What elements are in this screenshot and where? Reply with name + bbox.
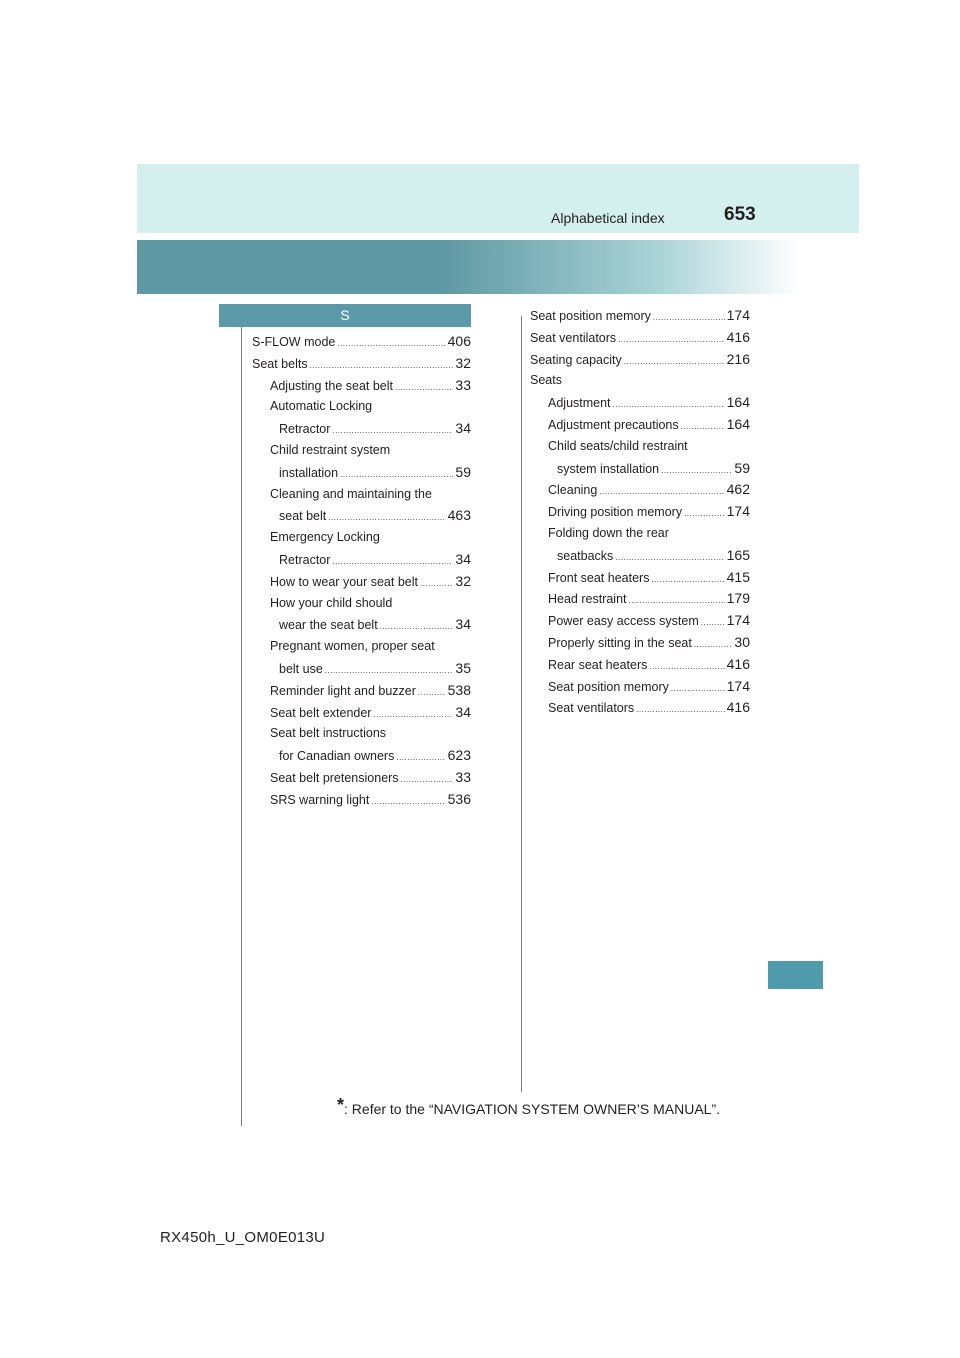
leader-dots <box>332 422 453 440</box>
index-entry-page[interactable]: 32 <box>455 572 471 589</box>
index-entry-label: Properly sitting in the seat <box>548 636 692 650</box>
leader-dots <box>325 662 454 680</box>
index-entry[interactable] <box>530 350 750 371</box>
index-entry-continued: Seat belt instructions <box>270 726 387 741</box>
leader-dots <box>418 684 446 702</box>
index-entry-label: wear the seat belt <box>279 618 378 633</box>
leader-dots <box>651 571 724 589</box>
index-entry-label: Head restraint <box>548 592 627 607</box>
index-heading: Seats <box>530 373 562 388</box>
index-entry[interactable] <box>252 354 471 375</box>
index-entry-continued: Emergency Locking <box>270 530 380 545</box>
index-entry-page[interactable]: 32 <box>455 354 471 371</box>
section-banner <box>137 240 859 294</box>
index-entry-label: Seat position memory <box>548 679 669 694</box>
index-entry-label: Retractor <box>279 422 331 437</box>
index-entry[interactable] <box>548 633 750 654</box>
index-entry[interactable] <box>279 550 471 571</box>
leader-dots <box>653 309 725 327</box>
leader-dots <box>629 592 725 610</box>
index-entry-page[interactable]: 30 <box>734 634 750 650</box>
index-entry[interactable] <box>548 655 750 676</box>
index-entry-page[interactable]: 59 <box>455 463 471 480</box>
index-entry-page[interactable]: 33 <box>455 376 471 393</box>
index-entry-page[interactable]: 59 <box>734 459 750 476</box>
leader-dots <box>420 575 453 593</box>
index-entry-page[interactable]: 462 <box>726 481 750 498</box>
index-entry[interactable] <box>548 393 750 414</box>
index-entry[interactable] <box>548 568 750 589</box>
index-entry[interactable] <box>270 376 471 397</box>
index-entry[interactable] <box>279 615 471 636</box>
index-entry[interactable] <box>530 328 750 349</box>
leader-dots <box>618 331 724 349</box>
index-entry[interactable] <box>279 659 471 680</box>
leader-dots <box>401 771 454 789</box>
leader-dots <box>681 418 725 436</box>
index-entry-page[interactable]: 538 <box>447 681 471 698</box>
footnote-marker: * <box>337 1095 345 1115</box>
index-entry-label: Adjustment precautions <box>548 418 679 432</box>
index-entry-label: SRS warning light <box>270 792 370 807</box>
index-entry-page[interactable]: 35 <box>455 660 471 676</box>
index-entry-label: Front seat heaters <box>548 570 650 585</box>
index-entry-page[interactable]: 179 <box>726 590 750 607</box>
footnote <box>337 1095 721 1119</box>
leader-dots <box>649 658 724 676</box>
index-entry-label: Adjusting the seat belt <box>270 378 393 393</box>
leader-dots <box>684 505 725 523</box>
leader-dots <box>340 466 453 484</box>
index-entry[interactable] <box>270 681 471 702</box>
leader-dots <box>671 680 725 698</box>
index-entry[interactable] <box>270 768 471 789</box>
index-entry-page[interactable]: 406 <box>447 333 471 349</box>
index-entry-label: Power easy access system <box>548 614 699 629</box>
index-entry-label: Seat ventilators <box>530 330 617 345</box>
index-entry[interactable] <box>557 546 750 567</box>
index-entry[interactable] <box>548 480 750 501</box>
index-entry-page[interactable]: 463 <box>447 507 471 524</box>
index-entry[interactable] <box>279 746 471 767</box>
index-entry-continued: Child seats/child restraint <box>548 438 688 453</box>
index-entry-continued: Cleaning and maintaining the <box>270 486 432 501</box>
index-entry-page[interactable]: 416 <box>726 328 750 345</box>
index-entry-continued: How your child should <box>270 595 393 610</box>
index-entry[interactable] <box>548 698 750 719</box>
index-entry-label: Reminder light and buzzer <box>270 683 416 698</box>
index-entry-page[interactable]: 34 <box>455 703 471 720</box>
index-entry[interactable] <box>548 415 750 436</box>
index-entry-page[interactable]: 164 <box>726 394 750 411</box>
index-entry-page[interactable]: 216 <box>726 350 750 367</box>
leader-dots <box>599 483 724 501</box>
index-entry[interactable] <box>557 459 750 480</box>
leader-dots <box>624 353 725 371</box>
index-entry[interactable] <box>279 463 471 484</box>
index-entry[interactable] <box>279 506 471 527</box>
index-entry-label: Retractor <box>279 553 331 567</box>
index-entry-label: Seat belt extender <box>270 705 372 720</box>
index-entry[interactable] <box>548 589 750 610</box>
index-entry-page[interactable]: 416 <box>726 699 750 716</box>
section-letter-header: S <box>219 304 471 327</box>
index-entry-label: Rear seat heaters <box>548 657 648 672</box>
index-entry[interactable] <box>252 332 471 353</box>
index-entry-label: system installation <box>557 461 660 476</box>
footnote-text: : Refer to the “NAVIGATION SYSTEM OWNER’S MANUAL”. <box>344 1101 721 1117</box>
index-entry-label: belt use <box>279 662 323 676</box>
index-entry-page[interactable]: 33 <box>455 769 471 785</box>
index-entry[interactable] <box>270 703 471 724</box>
index-entry-label: Adjustment <box>548 396 611 411</box>
page-title: Alphabetical index <box>551 210 665 226</box>
index-entry-label: seat belt <box>279 509 327 524</box>
index-entry-page[interactable]: 34 <box>455 420 471 437</box>
index-entry-page[interactable]: 164 <box>726 416 750 432</box>
leader-dots <box>332 553 453 571</box>
index-entry[interactable] <box>548 611 750 632</box>
leader-dots <box>337 335 445 353</box>
document-code: RX450h_U_OM0E013U <box>160 1229 326 1246</box>
index-entry-page[interactable]: 34 <box>455 616 471 633</box>
index-entry-label: Seat belt pretensioners <box>270 771 399 785</box>
leader-dots <box>310 357 454 375</box>
index-entry-label: seatbacks <box>557 548 614 563</box>
leader-dots <box>373 706 453 724</box>
leader-dots <box>613 396 725 414</box>
index-entry-page[interactable]: 536 <box>447 790 471 807</box>
index-entry-page[interactable]: 623 <box>447 747 471 764</box>
index-entry-continued: Folding down the rear <box>548 526 669 540</box>
index-entry-label: How to wear your seat belt <box>270 574 418 589</box>
index-side-tab <box>768 961 823 989</box>
index-entry[interactable] <box>279 419 471 440</box>
index-entry[interactable] <box>530 306 750 327</box>
leader-dots <box>701 614 725 632</box>
index-entry-page[interactable]: 34 <box>455 551 471 567</box>
leader-dots <box>328 509 445 527</box>
index-entry-label: for Canadian owners <box>279 749 395 764</box>
leader-dots <box>380 618 454 636</box>
index-entry[interactable] <box>270 790 471 811</box>
leader-dots <box>396 749 445 767</box>
index-entry-label: S-FLOW mode <box>252 335 336 349</box>
index-entry-page[interactable]: 174 <box>726 612 750 629</box>
index-entry[interactable] <box>548 502 750 523</box>
index-entry-continued: Pregnant women, proper seat <box>270 639 435 654</box>
index-entry-label: Seat belts <box>252 356 308 371</box>
index-entry-label: installation <box>279 465 339 480</box>
index-entry-page[interactable]: 165 <box>726 546 750 563</box>
leader-dots <box>661 462 732 480</box>
center-column-rule <box>521 316 522 1092</box>
index-entry-page[interactable]: 174 <box>726 503 750 520</box>
leader-dots <box>395 379 453 397</box>
index-entry-label: Seat ventilators <box>548 701 635 716</box>
index-entry-label: Seating capacity <box>530 352 622 367</box>
index-entry[interactable] <box>270 572 471 593</box>
leader-dots <box>636 701 724 719</box>
index-entry-page[interactable]: 416 <box>726 655 750 672</box>
leader-dots <box>694 636 733 654</box>
page-number: 653 <box>724 204 756 225</box>
index-entry-page[interactable]: 415 <box>726 568 750 585</box>
left-column-rule <box>241 316 242 1126</box>
index-entry-continued: Automatic Locking <box>270 399 373 414</box>
index-entry[interactable] <box>548 677 750 698</box>
leader-dots <box>615 549 724 567</box>
leader-dots <box>371 793 445 811</box>
index-entry-label: Cleaning <box>548 483 598 498</box>
index-entry-label: Seat position memory <box>530 309 651 323</box>
index-entry-label: Driving position memory <box>548 505 683 520</box>
index-entry-continued: Child restraint system <box>270 443 391 457</box>
index-entry-page[interactable]: 174 <box>726 677 750 694</box>
index-entry-page[interactable]: 174 <box>726 307 750 323</box>
